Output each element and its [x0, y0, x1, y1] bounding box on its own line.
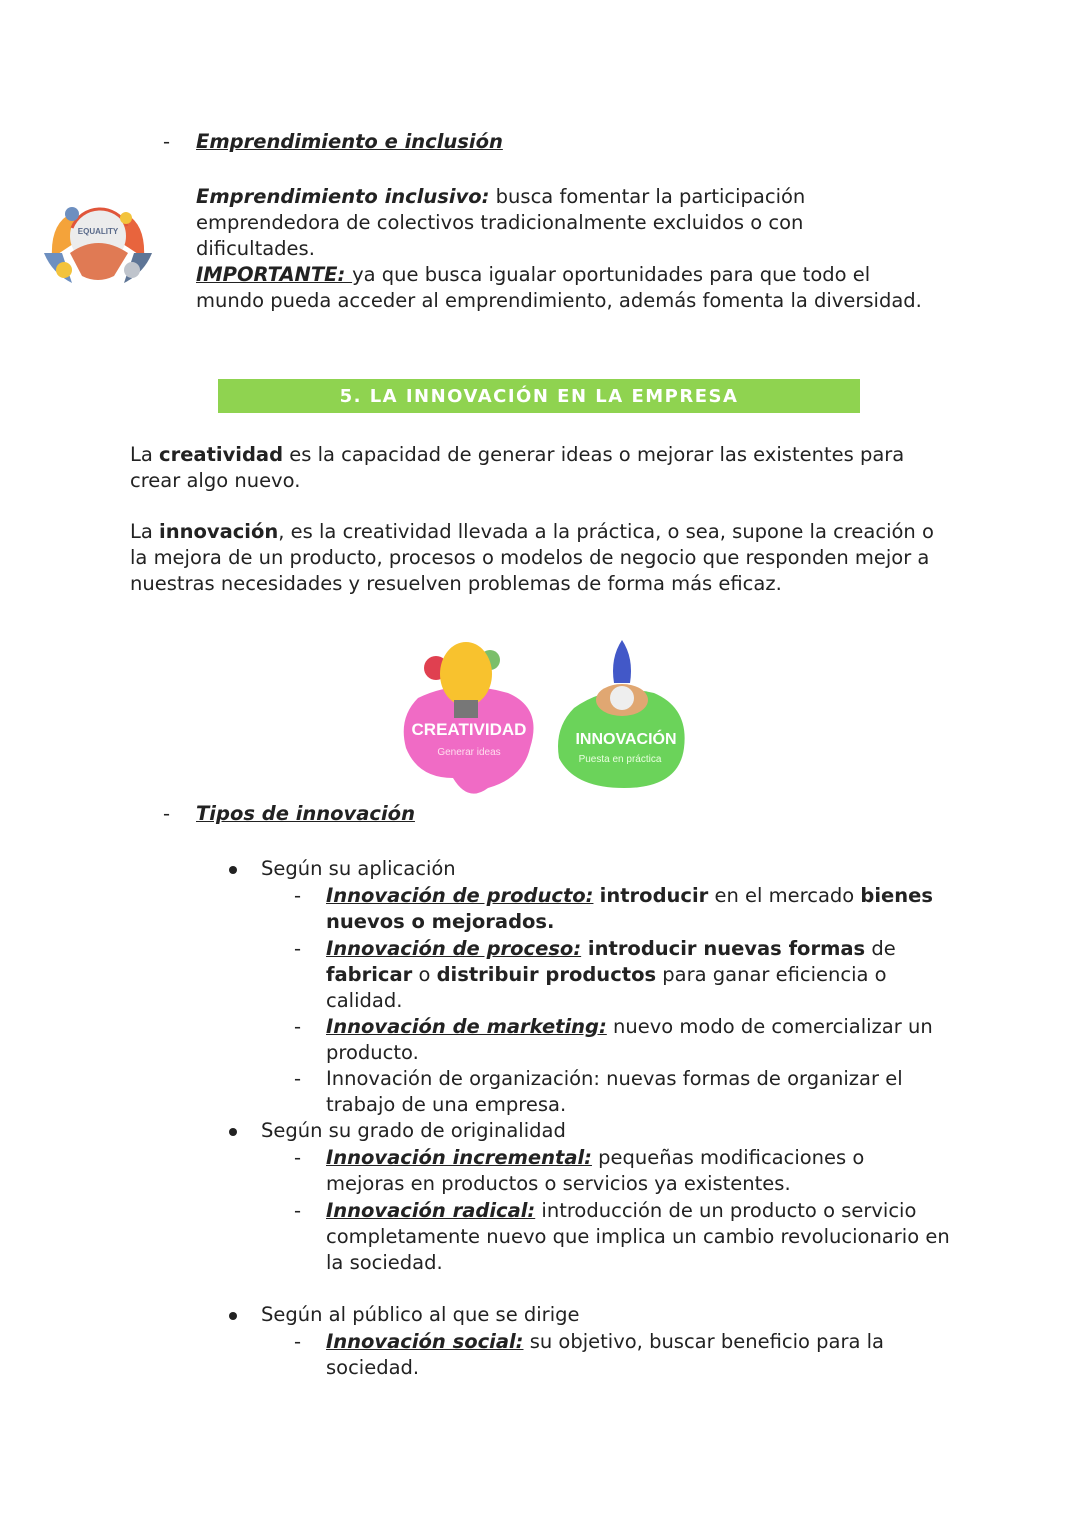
bullet-icon	[229, 866, 237, 874]
svg-text:CREATIVIDAD: CREATIVIDAD	[411, 720, 527, 739]
innovation-paragraph: La innovación, es la creatividad llevada a la práctica, o sea, supone la creación o la mejora de un producto, procesos o modelos de negocio que responden mejor a nuestras necesidades y resuelven problemas de forma más eficaz.	[130, 520, 934, 595]
list-item: Innovación social: su objetivo, buscar beneficio para la sociedad.	[326, 1330, 884, 1379]
list-item: Innovación incremental: pequeñas modificaciones o mejoras en productos o servicios ya existentes.	[326, 1146, 865, 1195]
creativity-paragraph: La creatividad es la capacidad de generar ideas o mejorar las existentes para crear algo nuevo.	[130, 443, 905, 492]
list-dash: -	[163, 802, 171, 825]
section-heading: Emprendimiento e inclusión	[196, 130, 503, 153]
innovacion-image	[554, 638, 690, 793]
inclusive-paragraph: Emprendimiento inclusivo: busca fomentar la participación emprendedora de colectivos tradicionalmente excluidos o con dificultades. IMPORTANTE: ya que busca igualar oportunidades para que todo el mundo pueda acceder al emprendimiento, además fomenta la diversidad.	[196, 185, 922, 312]
tipos-heading: Tipos de innovación	[196, 802, 415, 825]
svg-text:Puesta en práctica: Puesta en práctica	[578, 754, 662, 765]
creatividad-image	[398, 638, 540, 800]
list-item: Innovación radical: introducción de un producto o servicio completamente nuevo que implica un cambio revolucionario en la sociedad.	[326, 1199, 950, 1274]
bullet-icon	[229, 1312, 237, 1320]
term: Emprendimiento inclusivo:	[196, 185, 490, 208]
list-item: Según su aplicación	[261, 857, 456, 880]
equality-image	[42, 198, 154, 288]
list-item: Innovación de organización: nuevas formas de organizar el trabajo de una empresa.	[326, 1067, 903, 1116]
svg-text:EQUALITY: EQUALITY	[77, 227, 119, 236]
list-item: Según al público al que se dirige	[261, 1303, 580, 1326]
list-item: Según su grado de originalidad	[261, 1119, 566, 1142]
list-dash: -	[163, 130, 171, 153]
list-item: Innovación de marketing: nuevo modo de comercializar un producto.	[326, 1015, 933, 1064]
bullet-icon	[229, 1128, 237, 1136]
important-label: IMPORTANTE:	[196, 263, 353, 286]
list-item: Innovación de producto: introducir en el mercado bienes nuevos o mejorados.	[326, 884, 933, 933]
svg-text:Generar ideas: Generar ideas	[437, 747, 501, 758]
section-banner: 5. LA INNOVACIÓN EN LA EMPRESA	[218, 379, 860, 413]
svg-text:INNOVACIÓN: INNOVACIÓN	[575, 731, 677, 748]
list-item: Innovación de proceso: introducir nuevas formas de fabricar o distribuir productos para ganar eficiencia o calidad.	[326, 937, 896, 1012]
